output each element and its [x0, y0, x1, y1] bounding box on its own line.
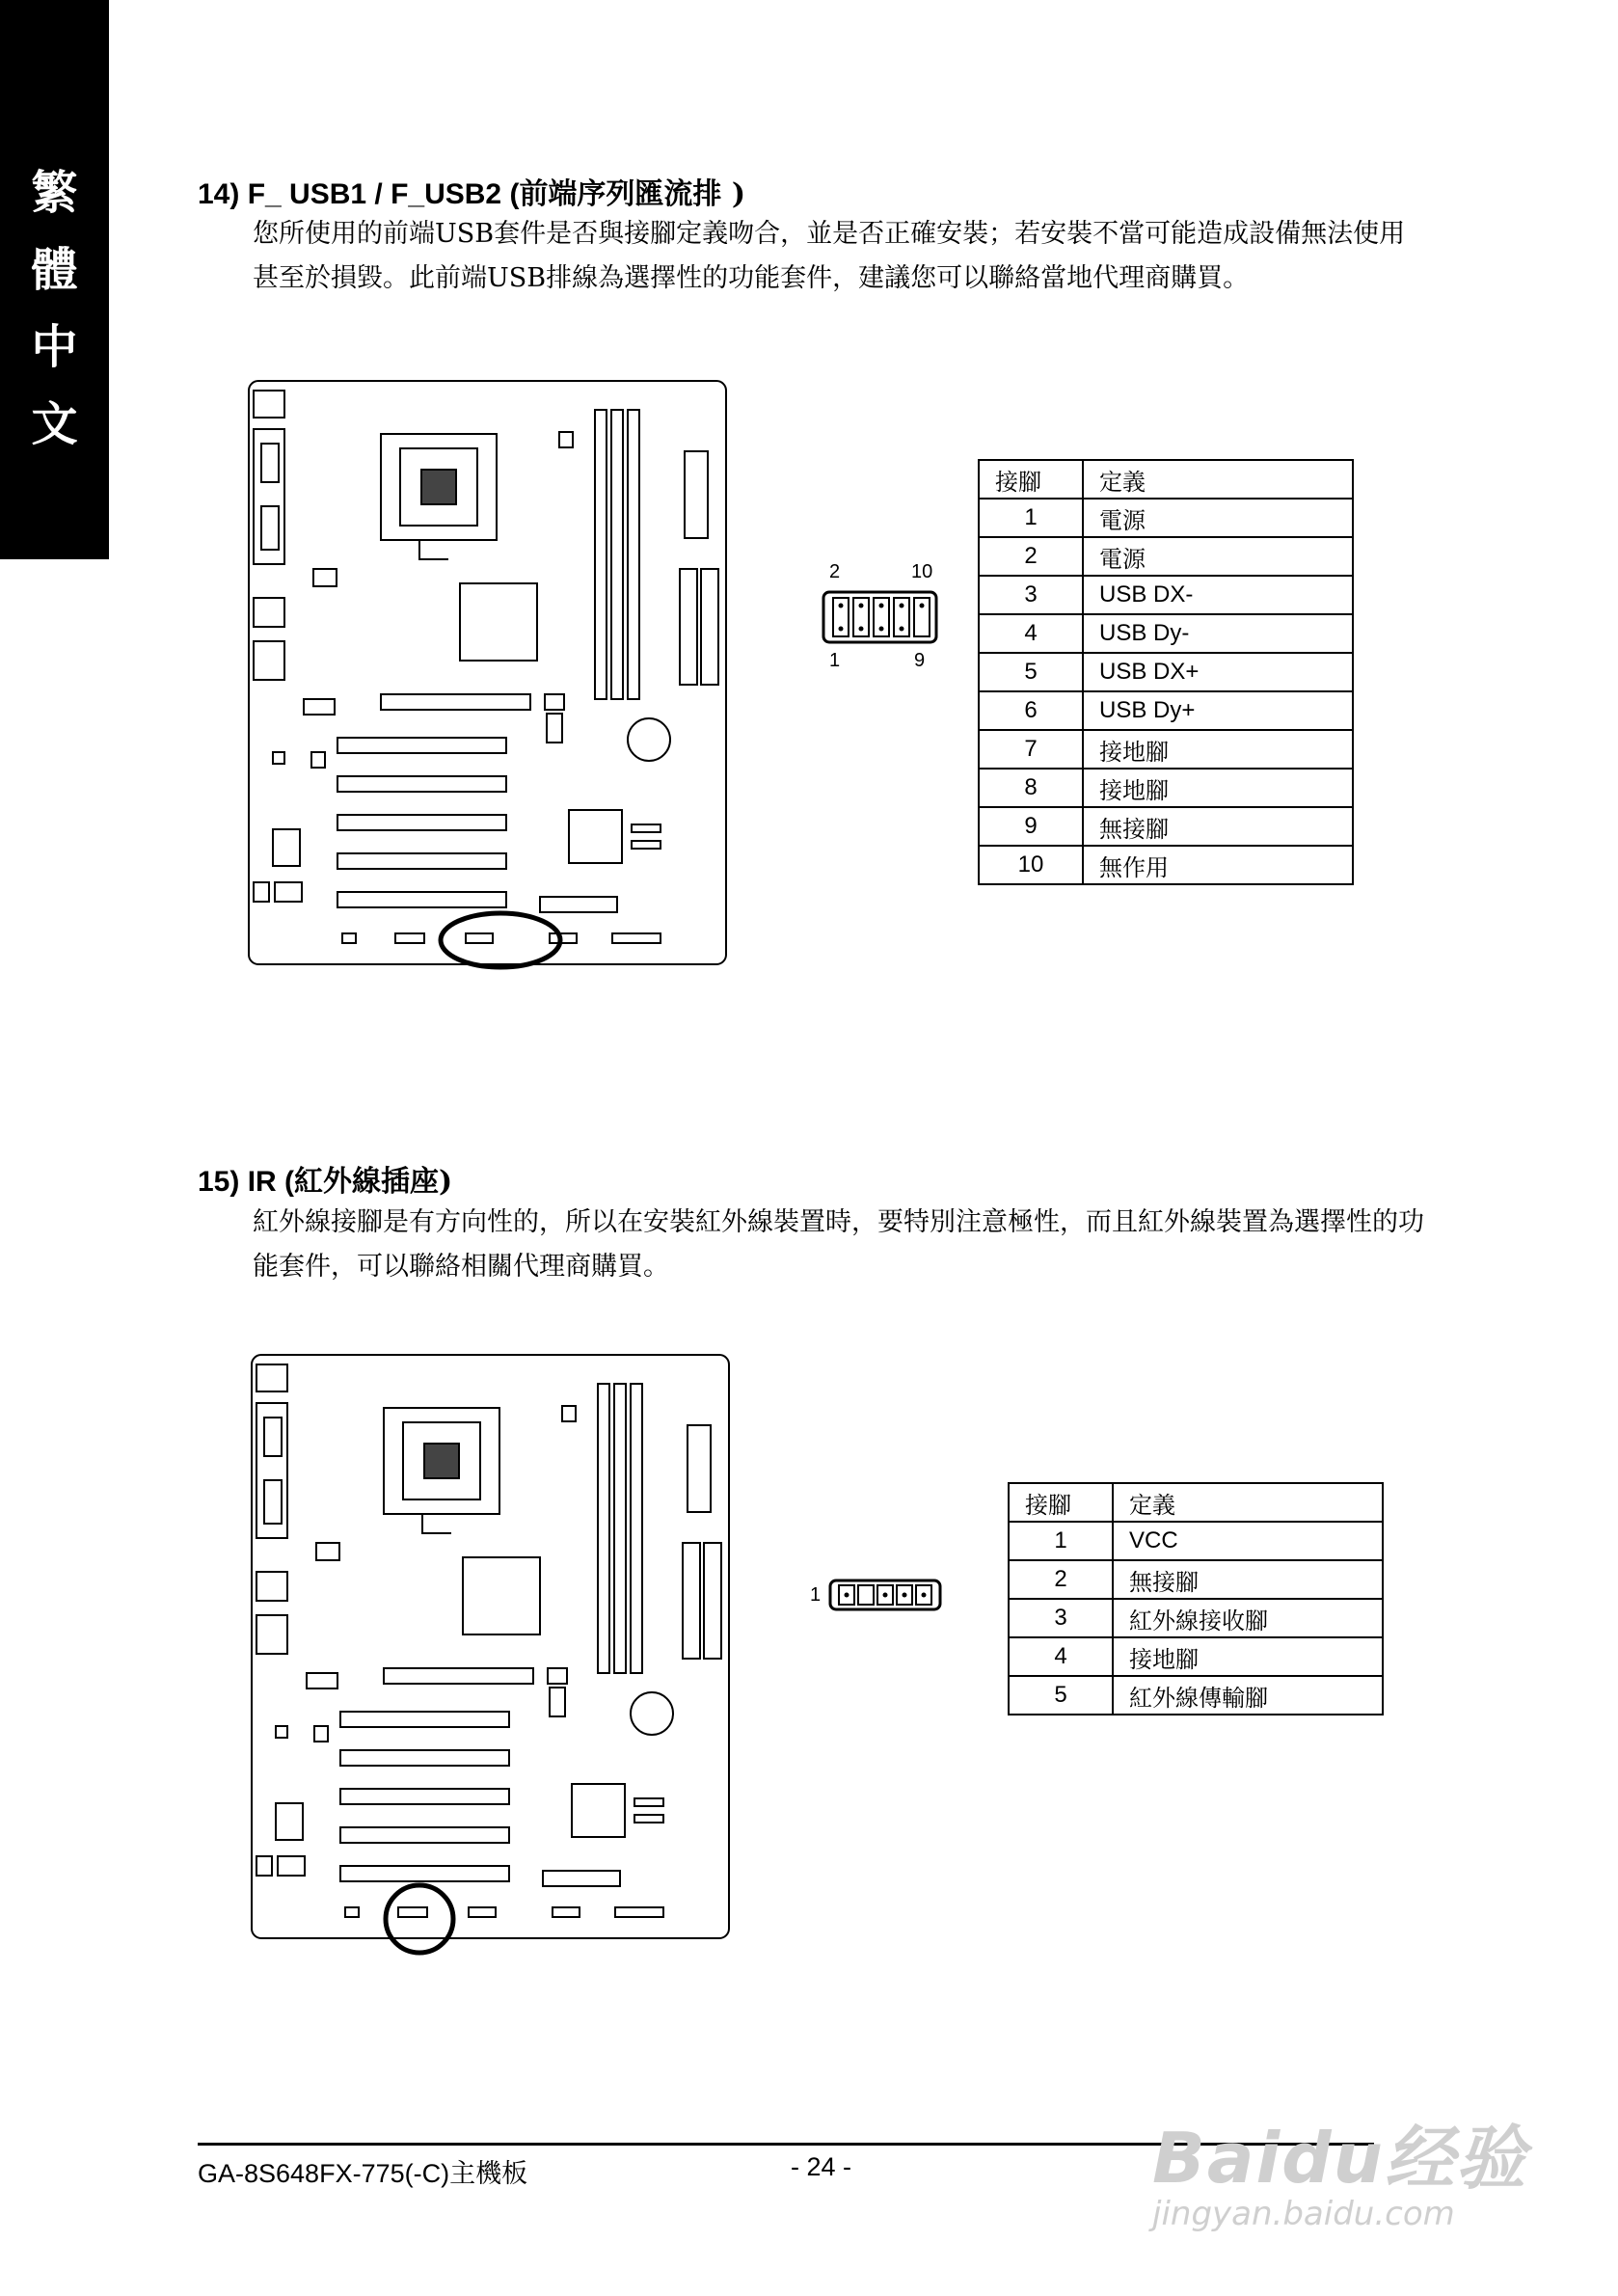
- language-side-tab: [0, 0, 109, 559]
- watermark-url: jingyan.baidu.com: [1152, 2195, 1455, 2233]
- pin-number: 2: [979, 537, 1083, 576]
- pin-number: 1: [1009, 1522, 1113, 1560]
- motherboard-diagram-ir: [249, 1350, 741, 1967]
- table-row: [979, 576, 1353, 614]
- side-tab-char: 體: [31, 243, 78, 297]
- pin-label-1: 1: [810, 1584, 822, 1606]
- pin-number: 6: [979, 691, 1083, 730]
- pin-definition: 接地腳: [1113, 1637, 1383, 1676]
- ir-pin-table: [1008, 1482, 1384, 1715]
- pin-definition: 無接腳: [1083, 807, 1353, 846]
- pin-number: 5: [1009, 1676, 1113, 1715]
- section-15-title-text: IR (: [247, 1166, 295, 1198]
- pin-number: 10: [979, 846, 1083, 884]
- header-pin: 接腳: [1009, 1483, 1113, 1522]
- pin-number: 7: [979, 730, 1083, 769]
- table-header-row: [979, 460, 1353, 499]
- pin-number: 8: [979, 769, 1083, 807]
- header-pin: 接腳: [979, 460, 1083, 499]
- table-row: [1009, 1676, 1383, 1715]
- table-row: [979, 653, 1353, 691]
- section-15-title: [198, 1157, 452, 1200]
- motherboard-diagram-usb: [246, 376, 738, 1003]
- section-15-body: 紅外線接腳是有方向性的，所以在安裝紅外線裝置時，要特別注意極性，而且紅外線裝置為選擇性的功能套件，可以聯絡相關代理商購買。: [253, 1207, 1424, 1282]
- pin-definition: 紅外線接收腳: [1113, 1599, 1383, 1637]
- side-tab-char: 中: [31, 320, 78, 374]
- pin-definition: 接地腳: [1083, 730, 1353, 769]
- page-number: - 24 -: [791, 2152, 852, 2181]
- highlight-circle: [386, 1885, 453, 1953]
- table-row: [979, 537, 1353, 576]
- section-14-number: 14): [198, 178, 240, 210]
- table-row: [979, 769, 1353, 807]
- baidu-watermark: [1152, 2102, 1527, 2233]
- pin-definition: 無接腳: [1113, 1560, 1383, 1599]
- pin-definition: 無作用: [1083, 846, 1353, 884]
- table-row: [979, 846, 1353, 884]
- usb-header-connector: [820, 588, 940, 646]
- section-14-body: 您所使用的前端USB套件是否與接腳定義吻合，並是否正確安裝；若安裝不當可能造成設備無法使用甚至於損毀。此前端USB排線為選擇性的功能套件，建議您可以聯絡當地代理商購買。: [253, 219, 1406, 293]
- table-row: [1009, 1560, 1383, 1599]
- header-definition: 定義: [1113, 1483, 1383, 1522]
- table-row: [979, 691, 1353, 730]
- pin-definition: 電源: [1083, 537, 1353, 576]
- pin-definition: 接地腳: [1083, 769, 1353, 807]
- side-tab-char: 文: [31, 397, 78, 451]
- pin-definition: USB DX-: [1083, 576, 1353, 614]
- pin-definition: 電源: [1083, 499, 1353, 537]
- pin-label-1: 1: [829, 650, 841, 671]
- section-15-title-zh: 紅外線插座): [294, 1165, 453, 1199]
- pin-definition: USB Dy+: [1083, 691, 1353, 730]
- pin-number: 4: [1009, 1637, 1113, 1676]
- pin-label-2: 2: [829, 561, 841, 582]
- highlight-circle: [441, 913, 560, 967]
- pin-number: 2: [1009, 1560, 1113, 1599]
- section-14-title-text: F_ USB1 / F_USB2 (: [247, 178, 520, 210]
- table-row: [979, 614, 1353, 653]
- header-definition: 定義: [1083, 460, 1353, 499]
- pin-number: 3: [1009, 1599, 1113, 1637]
- table-row: [979, 807, 1353, 846]
- pin-number: 4: [979, 614, 1083, 653]
- pin-definition: VCC: [1113, 1522, 1383, 1560]
- table-row: [1009, 1637, 1383, 1676]
- pin-label-9: 9: [914, 650, 926, 671]
- watermark-brand: Baidu经验: [1152, 2118, 1527, 2199]
- table-row: [979, 499, 1353, 537]
- pin-number: 9: [979, 807, 1083, 846]
- table-row: [979, 730, 1353, 769]
- footer-model: GA-8S648FX-775(-C)主機板: [198, 2159, 528, 2188]
- side-tab-char: 繁: [31, 166, 78, 220]
- section-14-title: [198, 170, 745, 212]
- pin-number: 3: [979, 576, 1083, 614]
- pin-number: 5: [979, 653, 1083, 691]
- pin-label-10: 10: [911, 561, 933, 582]
- pin-definition: USB Dy-: [1083, 614, 1353, 653]
- usb-pin-table: [978, 459, 1354, 885]
- table-row: [1009, 1522, 1383, 1560]
- section-15-number: 15): [198, 1166, 240, 1198]
- table-row: [1009, 1599, 1383, 1637]
- section-14-title-zh: 前端序列匯流排 ): [519, 177, 746, 211]
- pin-definition: USB DX+: [1083, 653, 1353, 691]
- pin-number: 1: [979, 499, 1083, 537]
- ir-header-connector: [827, 1578, 943, 1612]
- pin-definition: 紅外線傳輸腳: [1113, 1676, 1383, 1715]
- table-header-row: [1009, 1483, 1383, 1522]
